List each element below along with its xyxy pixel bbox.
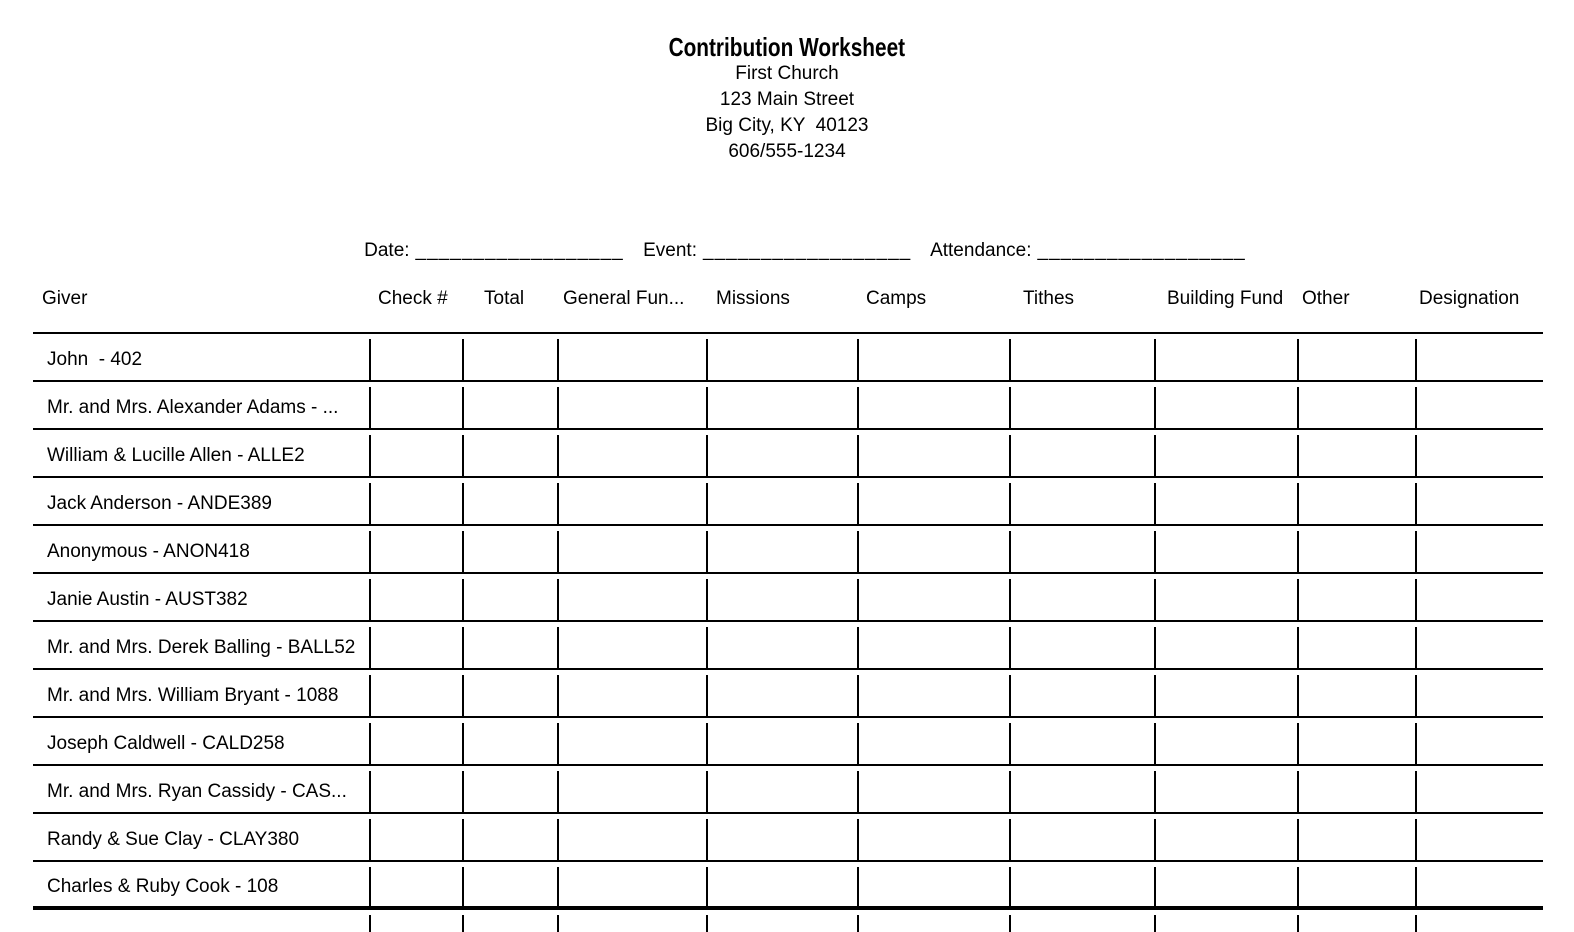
giver-name: Mr. and Mrs. William Bryant - 1088 bbox=[47, 684, 339, 706]
giver-name: Mr. and Mrs. Ryan Cassidy - CAS... bbox=[47, 780, 347, 802]
column-header-building-fund: Building Fund bbox=[1167, 288, 1284, 309]
table-row bbox=[33, 574, 1543, 622]
column-header-missions: Missions bbox=[716, 288, 790, 309]
attendance-blank-line: __________________ bbox=[1037, 240, 1246, 261]
column-header-check-number: Check # bbox=[378, 288, 448, 309]
table-row bbox=[33, 862, 1543, 910]
table-row bbox=[33, 526, 1543, 574]
giver-name: Joseph Caldwell - CALD258 bbox=[47, 732, 285, 754]
event-field bbox=[622, 215, 911, 287]
column-header-designation: Designation bbox=[1419, 288, 1520, 309]
event-blank-line: __________________ bbox=[703, 240, 912, 261]
date-label: Date: bbox=[364, 240, 410, 261]
table-row bbox=[33, 814, 1543, 862]
column-header-other: Other bbox=[1302, 288, 1350, 309]
document-title bbox=[0, 33, 1574, 61]
church-phone: 606/555-1234 bbox=[728, 141, 846, 162]
column-header-giver: Giver bbox=[42, 288, 88, 309]
giver-name: Charles & Ruby Cook - 108 bbox=[47, 875, 279, 897]
table-row bbox=[33, 670, 1543, 718]
giver-name: Anonymous - ANON418 bbox=[47, 540, 250, 562]
table-row bbox=[33, 430, 1543, 478]
table-row bbox=[33, 718, 1543, 766]
church-address-city: Big City, KY 40123 bbox=[705, 115, 869, 136]
column-header-general-fund: General Fun... bbox=[563, 288, 685, 309]
table-row bbox=[33, 334, 1543, 382]
giver-name: John - 402 bbox=[47, 348, 143, 370]
column-header-camps: Camps bbox=[866, 288, 927, 309]
table-row bbox=[33, 622, 1543, 670]
column-header-total: Total bbox=[484, 288, 525, 309]
giver-name: Mr. and Mrs. Alexander Adams - ... bbox=[47, 396, 339, 418]
date-field bbox=[343, 215, 624, 287]
document-title-text: Contribution Worksheet bbox=[668, 32, 906, 62]
contribution-table bbox=[33, 332, 1543, 932]
church-address-street: 123 Main Street bbox=[719, 89, 855, 110]
table-column-headers bbox=[33, 288, 1543, 314]
church-name: First Church bbox=[735, 63, 839, 84]
giver-name: Mr. and Mrs. Derek Balling - BALL52 bbox=[47, 636, 356, 658]
table-row-partial bbox=[33, 910, 1543, 932]
giver-name: Janie Austin - AUST382 bbox=[47, 588, 248, 610]
date-blank-line: __________________ bbox=[415, 240, 624, 261]
table-row bbox=[33, 382, 1543, 430]
attendance-field bbox=[910, 215, 1246, 287]
document-header bbox=[0, 33, 1574, 165]
table-row bbox=[33, 766, 1543, 814]
giver-name: Randy & Sue Clay - CLAY380 bbox=[47, 828, 300, 850]
event-label: Event: bbox=[643, 240, 697, 261]
giver-name: Jack Anderson - ANDE389 bbox=[47, 492, 272, 514]
column-header-tithes: Tithes bbox=[1023, 288, 1075, 309]
giver-name: William & Lucille Allen - ALLE2 bbox=[47, 444, 305, 466]
attendance-label: Attendance: bbox=[930, 240, 1032, 261]
table-row bbox=[33, 478, 1543, 526]
